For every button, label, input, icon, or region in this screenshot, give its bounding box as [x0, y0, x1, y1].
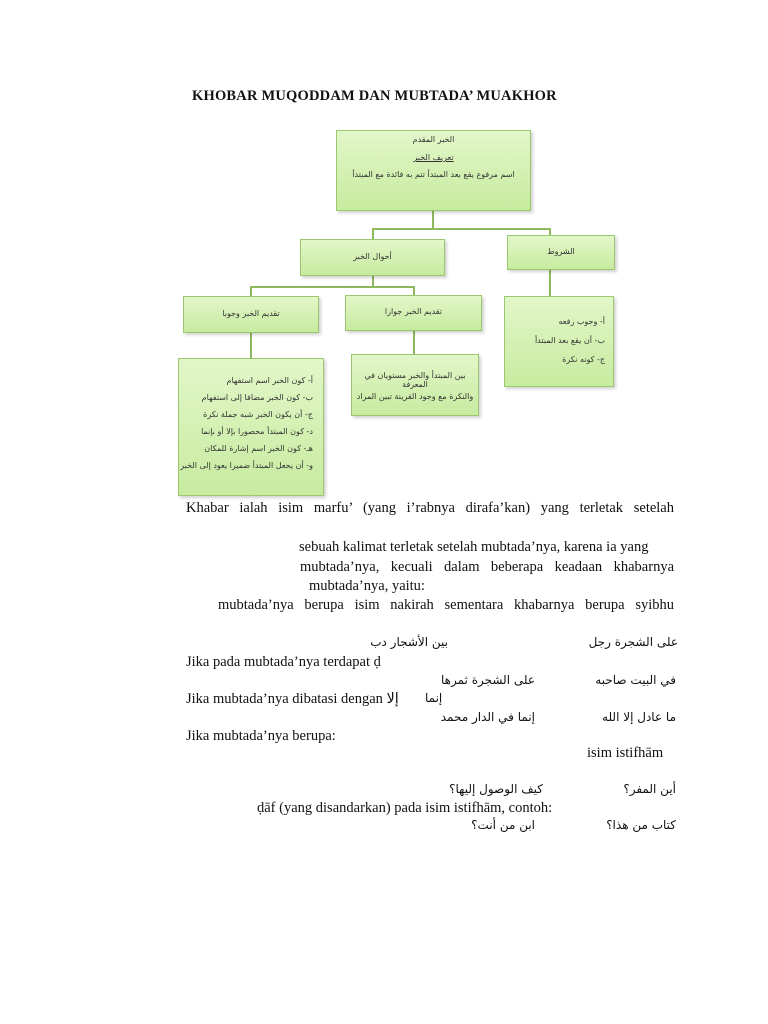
wajib-item: ج- أن يكون الخبر شبه جملة نكرة [203, 410, 313, 419]
arabic-example: كتاب من هذا؟ [606, 818, 676, 832]
connector-line [250, 333, 252, 358]
root-subtitle: تعريف الخبر [413, 153, 454, 162]
page-title: KHOBAR MUQODDAM DAN MUBTADA’ MUAKHOR [192, 88, 557, 104]
jawaz-text-box [351, 354, 479, 416]
wajib-label: تقديم الخبر وجوبا [222, 309, 280, 318]
arabic-example: ما عادل إلا الله [602, 710, 676, 724]
connector-line [549, 270, 551, 296]
body-line: mubtada’nya, kecuali dalam beberapa keadaan khabarnya [300, 559, 674, 575]
connector-line [250, 286, 415, 288]
root-title: الخبر المقدم [412, 135, 455, 144]
shurut-item: أ- وجوب رفعه [558, 317, 605, 326]
arabic-example: بين الأشجار دب [370, 635, 448, 649]
arabic-word: إنما [425, 691, 443, 705]
shurut-box [507, 235, 615, 270]
body-line: mubtada’nya, yaitu: [309, 578, 425, 594]
case-text: Jika mubtada’nya dibatasi dengan إلا [186, 691, 399, 707]
arabic-example: في البيت صاحبه [595, 673, 676, 687]
shurut-items-box [504, 296, 614, 387]
arabic-example: على الشجرة رجل [588, 635, 678, 649]
connector-line [372, 228, 550, 230]
arabic-example: ابن من أنت؟ [471, 818, 535, 832]
shurut-label: الشروط [547, 247, 575, 256]
tree-diagram [0, 0, 768, 500]
connector-line [413, 331, 415, 354]
body-line: sebuah kalimat terletak setelah mubtada’nya, karena ia yang [299, 539, 649, 555]
wajib-item: ب- كون الخبر مضافا إلى استفهام [201, 393, 313, 402]
body-line: Khabar ialah isim marfu’ (yang i’rabnya dirafa’kan) yang terletak setelah [186, 500, 674, 516]
jawaz-label: تقديم الخبر جوازا [384, 307, 443, 316]
wajib-label-box [183, 296, 319, 333]
connector-line [372, 228, 374, 239]
wajib-item: و- أن يحعل المبتدأ ضميرا يعود إلى الخبر [180, 461, 313, 470]
connector-line [250, 286, 252, 296]
body-line: mubtada’nya berupa isim nakirah sementara khabarnya berupa syibhu [218, 597, 674, 613]
ahwal-label: أحوال الخبر [353, 252, 392, 261]
arabic-example: إنما في الدار محمد [440, 710, 535, 724]
ahwal-box [300, 239, 445, 276]
shurut-item: ب- أن يقع بعد المبتدأ [534, 336, 605, 345]
arabic-example: على الشجرة ثمرها [441, 673, 535, 687]
connector-line [432, 211, 434, 229]
wajib-item: هـ- كون الخبر اسم إشارة للمكان [204, 444, 313, 453]
term-text: isim istifhām [587, 745, 664, 761]
arabic-example: كيف الوصول إليها؟ [449, 782, 543, 796]
wajib-item: د- كون المبتدأ محصورا بإلا أو بإنما [201, 427, 313, 436]
jawaz-text: والنكرة مع وجود القرينة تبين المراد [356, 392, 474, 401]
jawaz-text: بين المبتدأ والخبر مستويان في المعرفة [364, 371, 466, 389]
root-box [336, 130, 531, 211]
jawaz-label-box [345, 295, 482, 331]
wajib-item: أ- كون الخبر اسم استفهام [226, 376, 313, 385]
arabic-example: أين المفر؟ [623, 782, 676, 796]
root-definition: اسم مرفوع يقع بعد المبتدأ تتم به فائدة مع المبتدأ [352, 170, 515, 179]
connector-line [413, 286, 415, 295]
wajib-items-box [178, 358, 324, 496]
case-text: Jika pada mubtada’nya terdapat ḍ [186, 654, 381, 670]
connector-line [549, 228, 551, 235]
body-line: ḍāf (yang disandarkan) pada isim istifhām, contoh: [257, 800, 553, 816]
shurut-item: ج- كونه نكرة [562, 355, 605, 364]
case-text: Jika mubtada’nya berupa: [186, 728, 336, 744]
